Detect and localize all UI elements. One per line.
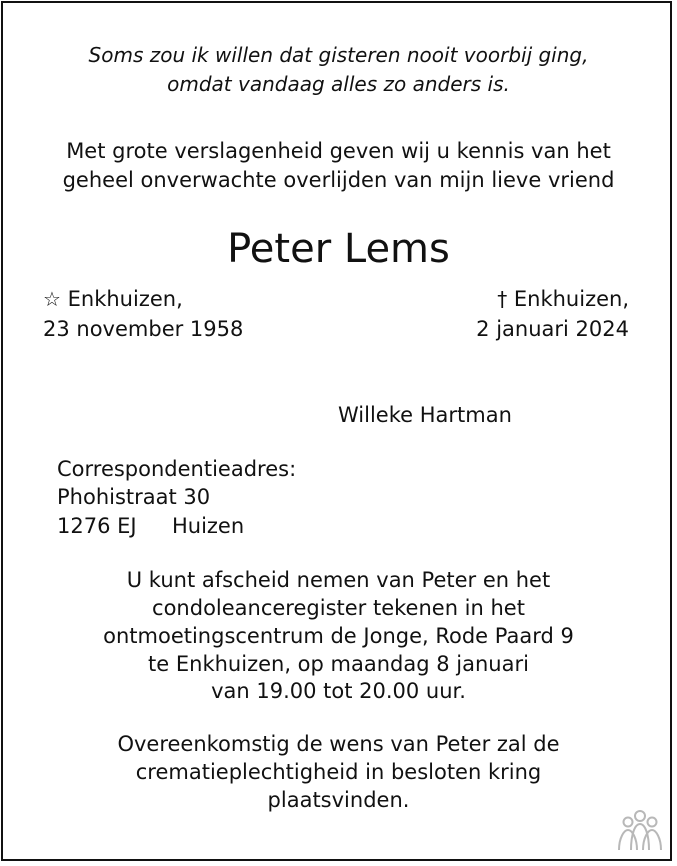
correspondence-postcode: 1276 EJ <box>57 514 137 538</box>
farewell-line-3: ontmoetingscentrum de Jonge, Rode Paard 9 <box>103 624 574 648</box>
signatory: Willeke Hartman <box>338 403 512 427</box>
birth-date: 23 november 1958 <box>43 317 244 341</box>
cross-icon: † <box>497 287 508 311</box>
star-icon: ☆ <box>43 287 61 311</box>
intro-line-2: geheel onverwachte overlijden van mijn lieve vriend <box>62 168 615 192</box>
death-date: 2 januari 2024 <box>476 317 629 341</box>
correspondence-label: Correspondentieadres: <box>57 457 297 481</box>
farewell-line-4: te Enkhuizen, op maandag 8 januari <box>148 652 529 676</box>
intro-line-1: Met grote verslagenheid geven wij u kennis van het <box>66 139 611 163</box>
farewell-line-2: condoleanceregister tekenen in het <box>152 596 525 620</box>
poem-line-2: omdat vandaag alles zo anders is. <box>167 72 510 96</box>
correspondence-city-line <box>57 513 244 539</box>
cremation-line-3: plaatsvinden. <box>267 788 410 812</box>
farewell-line-1: U kunt afscheid nemen van Peter en het <box>126 568 551 592</box>
cremation-line-2: crematieplechtigheid in besloten kring <box>135 760 542 784</box>
deceased-name: Peter Lems <box>227 226 450 272</box>
poem-line-1: Soms zou ik willen dat gisteren nooit voorbij ging, <box>88 43 589 67</box>
death-place: Enkhuizen, <box>513 287 629 311</box>
farewell-line-5: van 19.00 tot 20.00 uur. <box>211 679 466 703</box>
birth-place-line <box>43 286 183 312</box>
cremation-line-1: Overeenkomstig de wens van Peter zal de <box>117 732 560 756</box>
people-group-icon <box>615 808 665 854</box>
correspondence-city: Huizen <box>171 514 245 538</box>
death-place-line <box>497 286 629 312</box>
birth-place: Enkhuizen, <box>67 287 183 311</box>
correspondence-street: Phohistraat 30 <box>57 485 211 509</box>
